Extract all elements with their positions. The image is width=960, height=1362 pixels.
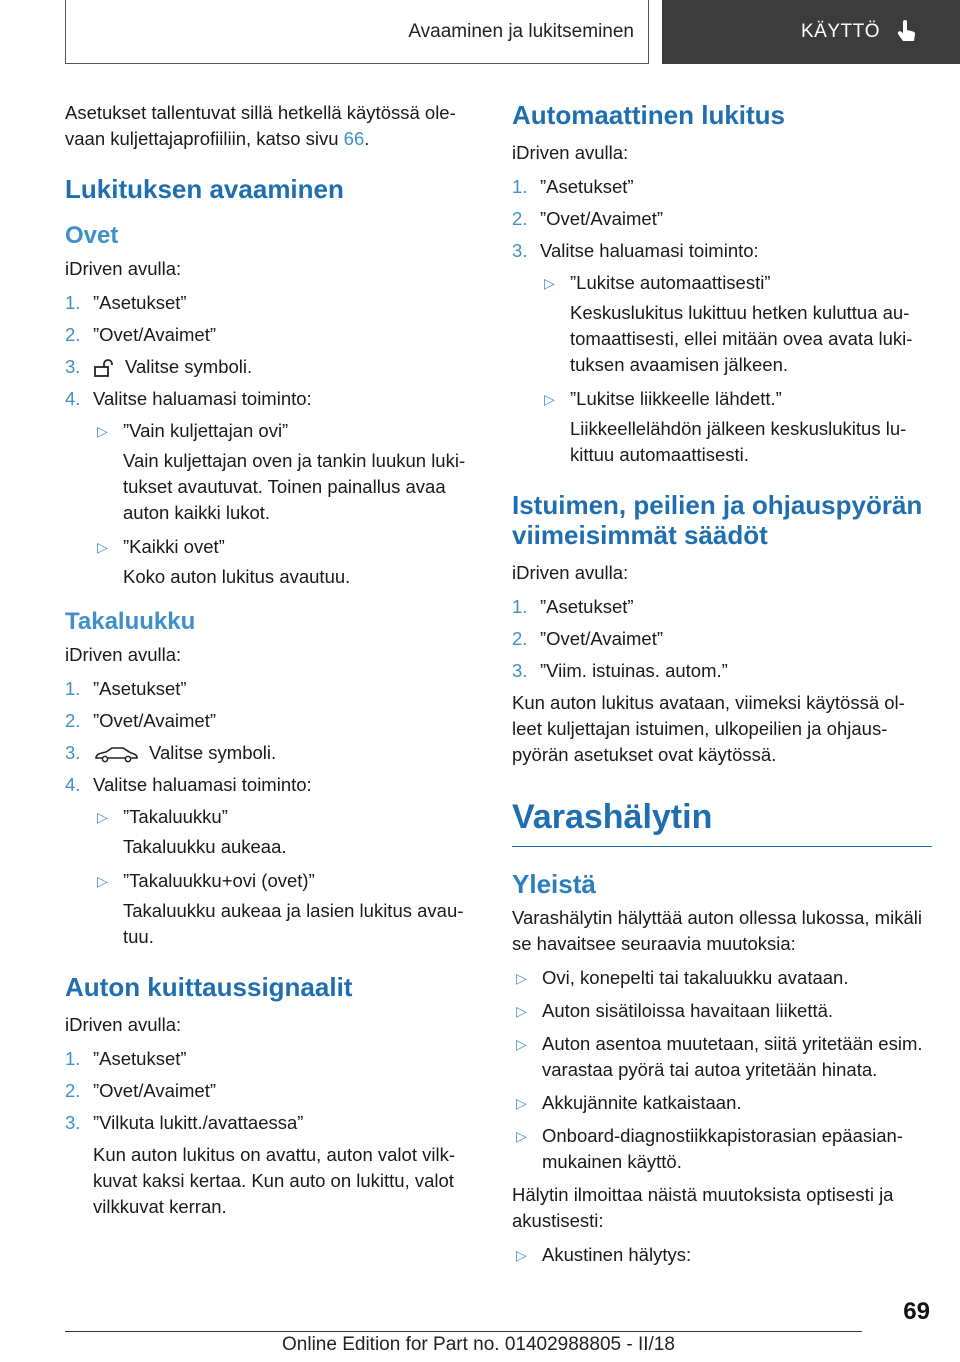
list-item: 2. ”Ovet/Avaimet”	[512, 208, 664, 229]
alarm-intro: Varashälytin hälyttää auton ollessa lukossa, mikäli se havaitsee seuraavia muutoksia:	[512, 907, 922, 954]
unlock-icon	[93, 359, 115, 377]
list-item: 1. ”Asetukset”	[65, 678, 187, 699]
list-item: 2. ”Ovet/Avaimet”	[512, 628, 664, 649]
section-title: Avaaminen ja lukitseminen	[408, 20, 634, 42]
heading-seats: Istuimen, peilien ja ohjauspyörän viimeisimmät säädöt	[512, 490, 923, 550]
list-item: 3. Valitse symboli.	[65, 356, 253, 377]
triangle-bullet-icon: ▷	[516, 1128, 527, 1144]
list-item: 3. ”Vilkuta lukitt./avattaessa”	[65, 1112, 304, 1133]
alarm-item: ▷ Auton sisätiloissa havaitaan liikettä.	[512, 998, 932, 1024]
heading-trunk: Takaluukku	[65, 608, 196, 635]
list-item: 3. Valitse symboli.	[65, 742, 277, 763]
list-item: 3. Valitse haluamasi toiminto:	[512, 240, 759, 261]
triangle-bullet-icon: ▷	[544, 391, 555, 407]
alarm-item: ▷ Onboard-diagnostiikkapistorasian epäasian-mukainen käyttö.	[512, 1123, 932, 1175]
list-item: 4. Valitse haluamasi toiminto:	[65, 388, 312, 409]
list-item: 2. ”Ovet/Avaimet”	[65, 710, 217, 731]
edition-text: Online Edition for Part no. 01402988805 - II/18	[282, 1334, 675, 1355]
option-desc: Koko auton lukitus avautuu.	[123, 566, 351, 587]
seat-desc: Kun auton lukitus avataan, viimeksi käytössä ol-leet kuljettajan istuimen, ulkopeilien ja ohjaus-pyörän asetukset ovat käytössä.	[512, 692, 905, 765]
list-item: 1. ”Asetukset”	[65, 1048, 187, 1069]
triangle-bullet-icon: ▷	[97, 873, 108, 889]
triangle-bullet-icon: ▷	[516, 1247, 527, 1263]
option-item: ▷ ”Takaluukku”	[93, 804, 483, 830]
triangle-bullet-icon: ▷	[516, 1095, 527, 1111]
list-item: 2. ”Ovet/Avaimet”	[65, 1080, 217, 1101]
car-icon	[93, 745, 139, 763]
right-column	[512, 100, 932, 1275]
option-item: ▷ ”Takaluukku+ovi (ovet)”	[93, 868, 483, 894]
alarm-item: ▷ Ovi, konepelti tai takaluukku avataan.	[512, 965, 932, 991]
idrive-label: iDriven avulla:	[512, 562, 629, 583]
intro-text: Asetukset tallentuvat sillä hetkellä käytössä ole-vaan kuljettajaprofiiliin, katso sivu 66.	[65, 102, 456, 149]
page-number: 69	[903, 1298, 930, 1325]
left-column	[65, 100, 483, 1220]
alarm-notify: Hälytin ilmoittaa näistä muutoksista optisesti ja akustisesti:	[512, 1184, 894, 1231]
alarm-item: ▷ Akkujännite katkaistaan.	[512, 1090, 932, 1116]
triangle-bullet-icon: ▷	[97, 539, 108, 555]
list-item: 4. Valitse haluamasi toiminto:	[65, 774, 312, 795]
triangle-bullet-icon: ▷	[97, 809, 108, 825]
list-item: 1. ”Asetukset”	[512, 596, 634, 617]
idrive-label: iDriven avulla:	[65, 1014, 182, 1035]
option-desc: Keskuslukitus lukittuu hetken kuluttua au-tomaattisesti, ellei mitään ovea avata luki-tuksen avaamisen jälkeen.	[570, 302, 913, 375]
alarm-item: ▷ Auton asentoa muutetaan, siitä yritetään esim. varastaa pyörä tai autoa yritetään hinata.	[512, 1031, 932, 1083]
alarm-type: ▷ Akustinen hälytys:	[512, 1242, 932, 1268]
option-item: ▷ ”Kaikki ovet”	[93, 534, 483, 560]
heading-general: Yleistä	[512, 869, 596, 899]
triangle-bullet-icon: ▷	[97, 423, 108, 439]
triangle-bullet-icon: ▷	[516, 1036, 527, 1052]
option-item: ▷ ”Lukitse automaattisesti”	[540, 270, 932, 296]
list-item: 1. ”Asetukset”	[65, 292, 187, 313]
page-link[interactable]: 66	[343, 128, 365, 149]
option-desc: Takaluukku aukeaa ja lasien lukitus avau-tuu.	[123, 900, 464, 947]
option-desc: Vain kuljettajan oven ja tankin luukun luki-tukset avautuvat. Toinen painallus avaa auton kaikki lukot.	[123, 450, 466, 523]
signal-desc: Kun auton lukitus on avattu, auton valot vilk-kuvat kaksi kertaa. Kun auto on lukittu, valot vilkkuvat kerran.	[93, 1144, 455, 1217]
list-item: 2. ”Ovet/Avaimet”	[65, 324, 217, 345]
list-item: 1. ”Asetukset”	[512, 176, 634, 197]
option-desc: Liikkeellelähdön jälkeen keskuslukitus lu-kittuu automaattisesti.	[570, 418, 907, 465]
triangle-bullet-icon: ▷	[516, 1003, 527, 1019]
chapter-title: KÄYTTÖ	[800, 21, 880, 42]
heading-unlock: Lukituksen avaaminen	[65, 174, 344, 204]
option-desc: Takaluukku aukeaa.	[123, 836, 287, 857]
triangle-bullet-icon: ▷	[516, 970, 527, 986]
running-header	[65, 0, 649, 64]
idrive-label: iDriven avulla:	[65, 258, 182, 279]
option-item: ▷ ”Lukitse liikkeelle lähdett.”	[540, 386, 932, 412]
heading-doors: Ovet	[65, 222, 119, 249]
footer-divider	[65, 1331, 862, 1332]
heading-signals: Auton kuittaussignaalit	[65, 972, 353, 1002]
hand-pointer-icon	[894, 19, 920, 45]
heading-alarm: Varashälytin	[512, 796, 932, 847]
heading-autolock: Automaattinen lukitus	[512, 100, 786, 130]
chapter-tab	[662, 0, 960, 64]
idrive-label: iDriven avulla:	[65, 644, 182, 665]
option-item: ▷ ”Vain kuljettajan ovi”	[93, 418, 483, 444]
triangle-bullet-icon: ▷	[544, 275, 555, 291]
idrive-label: iDriven avulla:	[512, 142, 629, 163]
list-item: 3. ”Viim. istuinas. autom.”	[512, 660, 728, 681]
